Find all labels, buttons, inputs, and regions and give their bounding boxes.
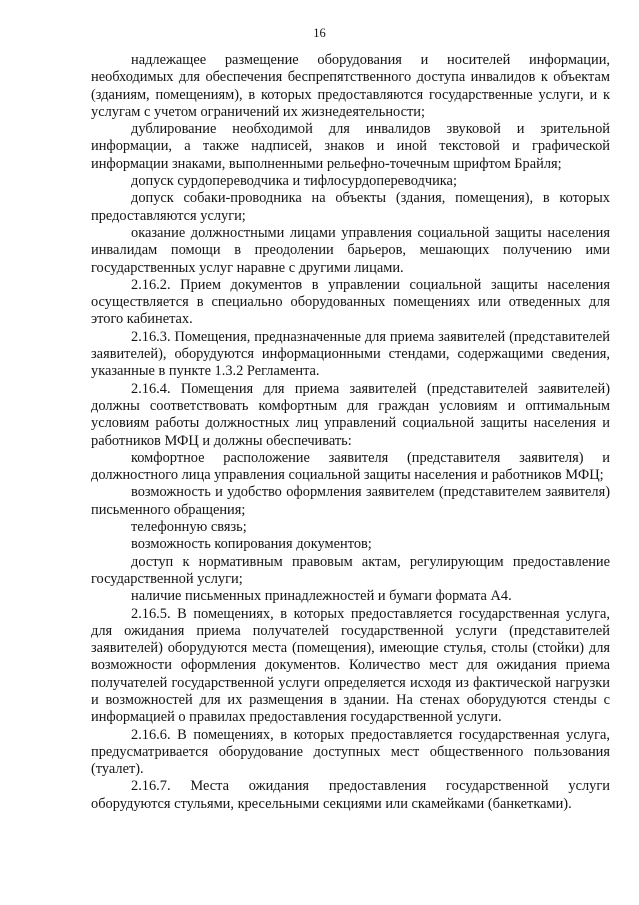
paragraph-guide-dog: допуск собаки-проводника на объекты (здания, помещения), в которых предоставляются услуги; bbox=[91, 190, 610, 224]
paragraph-telephone: телефонную связь; bbox=[131, 519, 247, 536]
paragraph-2-16-5: 2.16.5. В помещениях, в которых предоставляется государственная услуга, для ожидания приема получателей государственной услуги (представителей заявителей) оборудуются места (помещения), имеющие стулья, столы (стойки) для возможности оформления документов. Количество мест для ожидания приема получателей государственной услуги определяется исходя из фактической нагрузки и возможностей для их размещения в здании. На стенах оборудуются стенды с информацией о правилах предоставления государственной услуги. bbox=[91, 605, 610, 726]
document-body bbox=[91, 52, 610, 813]
paragraph-2-16-2: 2.16.2. Прием документов в управлении социальной защиты населения осуществляется в специально оборудованных помещениях или отведенных для этого кабинетах. bbox=[91, 276, 610, 328]
paragraph-2-16-3: 2.16.3. Помещения, предназначенные для приема заявителей (представителей заявителей), оборудуются информационными стендами, содержащими сведения, указанные в пункте 1.3.2 Регламента. bbox=[91, 328, 610, 380]
paragraph-sign-interpreter: допуск сурдопереводчика и тифлосурдопереводчика; bbox=[131, 173, 457, 190]
paragraph-2-16-6: 2.16.6. В помещениях, в которых предоставляется государственная услуга, предусматривается оборудование доступных мест общественного пользования (туалет). bbox=[91, 726, 610, 778]
paragraph-2-16-7: 2.16.7. Места ожидания предоставления государственной услуги оборудуются стульями, кресельными секциями или скамейками (банкетками). bbox=[91, 778, 610, 812]
page-number: 16 bbox=[313, 26, 326, 40]
paragraph-written-request: возможность и удобство оформления заявителем (представителем заявителя) письменного обращения; bbox=[91, 484, 610, 518]
paragraph-comfortable-placement: комфортное расположение заявителя (представителя заявителя) и должностного лица управления социальной защиты населения и работников МФЦ; bbox=[91, 449, 610, 484]
paragraph-legal-acts: доступ к нормативным правовым актам, регулирующим предоставление государственной услуги; bbox=[91, 553, 610, 587]
paragraph-copying: возможность копирования документов; bbox=[131, 536, 372, 553]
paragraph-braille-duplication: дублирование необходимой для инвалидов звуковой и зрительной информации, а также надписей, знаков и иной текстовой и графической информации знаками, выполненными рельефно-точечным шрифтом Брайля; bbox=[91, 121, 610, 172]
paragraph-stationery: наличие письменных принадлежностей и бумаги формата А4. bbox=[131, 588, 512, 605]
paragraph-2-16-4: 2.16.4. Помещения для приема заявителей (представителей заявителей) должны соответствовать комфортным для граждан условиям и оптимальным условиям работы должностных лиц управлений социальной защиты населения и работников МФЦ и должны обеспечивать: bbox=[91, 380, 610, 449]
paragraph-equipment-placement: надлежащее размещение оборудования и носителей информации, необходимых для обеспечения беспрепятственного доступа инвалидов к объектам (зданиям, помещениям), в которых предоставляются государственные услуги, и к услугам с учетом ограничений их жизнедеятельности; bbox=[91, 52, 610, 120]
paragraph-official-assistance: оказание должностными лицами управления социальной защиты населения инвалидам помощи в преодолении барьеров, мешающих получению ими государственных услуг наравне с другими лицами. bbox=[91, 224, 610, 276]
